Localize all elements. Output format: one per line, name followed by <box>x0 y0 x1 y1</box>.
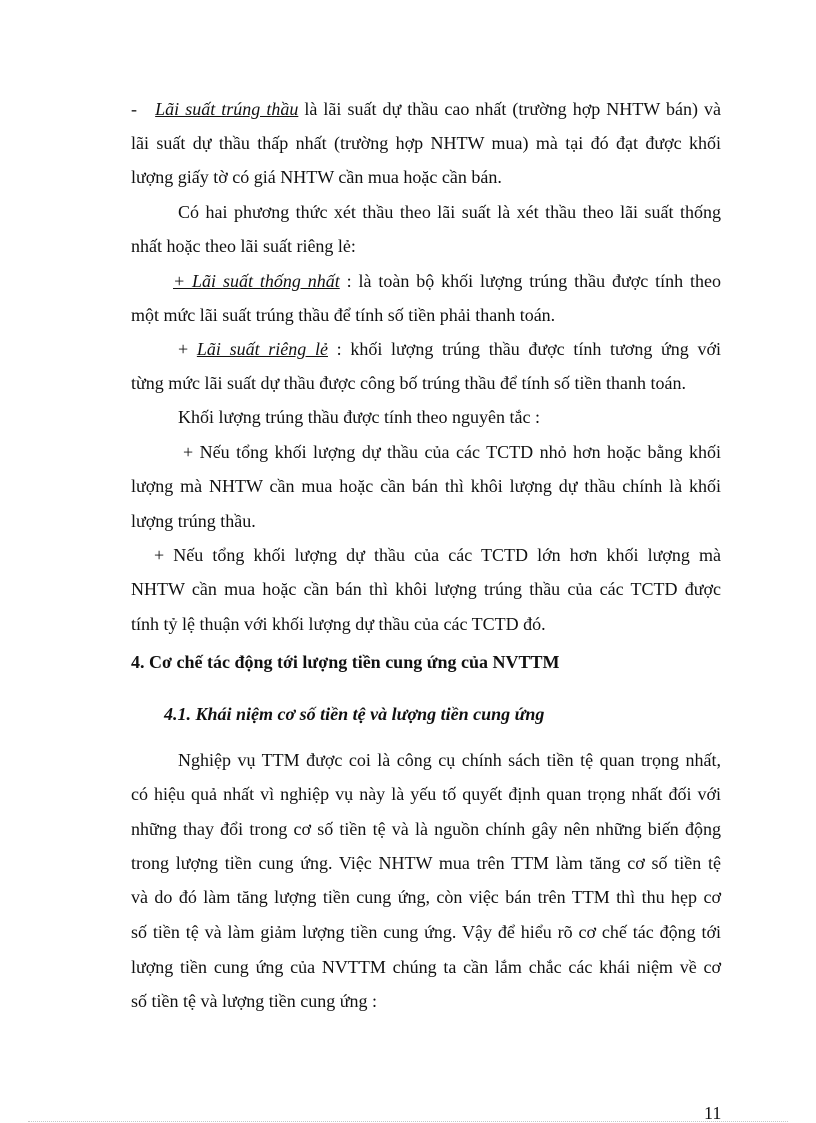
page-number: 11 <box>704 1103 722 1123</box>
p1-line2: lãi suất dự thầu thấp nhất (trường hợp NHTW mua) mà tại đó đạt được khối <box>131 133 721 153</box>
subsection-heading-4-1: 4.1. Khái niệm cơ số tiền tệ và lượng tiền cung ứng <box>164 704 545 724</box>
p6-line2: lượng mà NHTW cần mua hoặc cần bán thì khôi lượng dự thầu chính là khối <box>131 476 721 496</box>
term-uniform-rate <box>173 271 340 291</box>
term-separate-rate: Lãi suất riêng lẻ <box>196 339 328 359</box>
section-heading-4: 4. Cơ chế tác động tới lượng tiền cung ứng của NVTTM <box>131 652 560 672</box>
p4-line1 <box>178 337 721 361</box>
p5-line1: Khối lượng trúng thầu được tính theo nguyên tắc : <box>178 407 540 427</box>
p2-line1: Có hai phương thức xét thầu theo lãi suất là xét thầu theo lãi suất thống <box>178 202 721 222</box>
p3-line2: một mức lãi suất trúng thầu để tính số tiền phải thanh toán. <box>131 305 556 325</box>
term-winning-rate: Lãi suất trúng thầu <box>155 99 299 119</box>
p4-line2: từng mức lãi suất dự thầu được công bố trúng thầu để tính số tiền thanh toán. <box>131 373 686 393</box>
p8-line6: số tiền tệ và làm giảm lượng tiền cung ứng. Vậy để hiểu rõ cơ chế tác động tới <box>131 922 721 942</box>
p8-line2: có hiệu quả nhất vì nghiệp vụ này là yếu tố quyết định quan trọng nhất đối với <box>131 784 721 804</box>
p1-line1-text: là lãi suất dự thầu cao nhất (trường hợp NHTW bán) và <box>298 99 722 119</box>
p7-line2: NHTW cần mua hoặc cần bán thì khôi lượng trúng thầu của các TCTD được <box>131 579 721 599</box>
p8-line1: Nghiệp vụ TTM được coi là công cụ chính sách tiền tệ quan trọng nhất, <box>178 750 721 770</box>
p8-line5: và do đó làm tăng lượng tiền cung ứng, còn việc bán trên TTM thì thu hẹp cơ <box>131 887 721 907</box>
p8-line4: trong lượng tiền cung ứng. Việc NHTW mua trên TTM làm tăng cơ số tiền tệ <box>131 853 721 873</box>
p3-line1 <box>173 269 721 293</box>
p1-line1 <box>131 97 721 121</box>
footer-divider <box>28 1121 788 1122</box>
list-dash: - <box>131 99 137 119</box>
p2-line2: nhất hoặc theo lãi suất riêng lẻ: <box>131 236 356 256</box>
p6-line1: + Nếu tổng khối lượng dự thầu của các TCTD nhỏ hơn hoặc bằng khối <box>183 442 721 462</box>
p8-line7: lượng tiền cung ứng của NVTTM chúng ta cần lắm chắc các khái niệm về cơ <box>131 957 721 977</box>
p3-line1-text: : là toàn bộ khối lượng trúng thầu được tính theo <box>346 271 721 291</box>
term-uniform-rate-text: Lãi suất thống nhất <box>192 271 340 291</box>
p8-line3: những thay đổi trong cơ số tiền tệ và là nguồn chính gây nên những biến động <box>131 819 721 839</box>
p7-line1: + Nếu tổng khối lượng dự thầu của các TCTD lớn hơn khối lượng mà <box>154 545 721 565</box>
p6-line3: lượng trúng thầu. <box>131 511 256 531</box>
p4-line1-text: : khối lượng trúng thầu được tính tương ứng với <box>336 339 721 359</box>
plus-sign: + <box>178 339 197 359</box>
p8-line8: số tiền tệ và lượng tiền cung ứng : <box>131 991 377 1011</box>
p1-line3: lượng giấy tờ có giá NHTW cần mua hoặc cần bán. <box>131 167 502 187</box>
plus-sign: + <box>173 271 193 291</box>
p7-line3: tính tỷ lệ thuận với khối lượng dự thầu của các TCTD đó. <box>131 614 546 634</box>
